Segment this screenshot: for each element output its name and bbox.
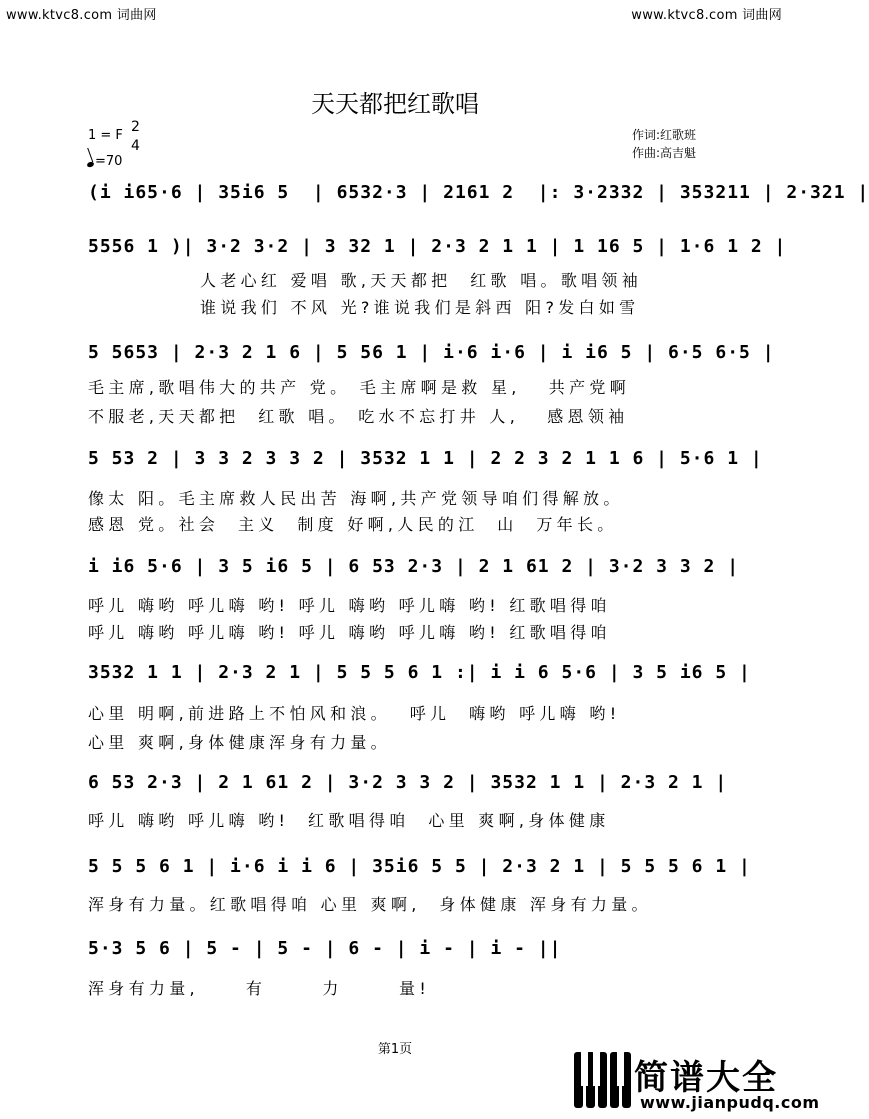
lyric-line-1b: 谁说我们 不风 光?谁说我们是斜西 阳?发白如雪 [200,298,640,317]
notes-row-5: i i6 5·6 | 3 5 i6 5 | 6 53 2·3 | 2 1 61 2 | 3·2 3 3 2 | [88,556,740,577]
logo-text: 简谱大全 [634,1058,778,1098]
lyric-line-5b: 心里 爽啊,身体健康浑身有力量。 [88,733,391,752]
staff-row-3 [88,334,775,374]
staff-row-9 [88,930,728,970]
time-signature-numerator: 2 [131,119,140,135]
notes-row-7: 6 53 2·3 | 2 1 61 2 | 3·2 3 3 2 | 3532 1 1 | 2·3 2 1 | [88,772,728,793]
staff-row-4 [88,440,763,480]
lyric-line-7a: 浑身有力量。红歌唱得咱 心里 爽啊, 身体健康 浑身有力量。 [88,895,652,914]
lyric-line-5a: 心里 明啊,前进路上不怕风和浪。 呼儿 嗨哟 呼儿嗨 哟! [88,704,621,723]
staff-row-1 [88,174,869,214]
song-title: 天天都把红歌唱 [311,90,479,118]
notes-row-6: 3532 1 1 | 2·3 2 1 | 5 5 5 6 1 :| i i 6 5·6 | 3 5 i6 5 | [88,662,751,683]
notes-row-2: 5556 1 )| 3·2 3·2 | 3 32 1 | 2·3 2 1 1 | 1 16 5 | 1·6 1 2 | [88,236,787,257]
notes-row-1: (i i65·6 | 35i6 5 | 6532·3 | 2161 2 |: 3·2332 | 353211 | 2·321 | [88,182,869,203]
watermark-left: www.ktvc8.com 词曲网 [6,8,157,23]
lyric-line-4b: 呼儿 嗨哟 呼儿嗨 哟! 呼儿 嗨哟 呼儿嗨 哟! 红歌唱得咱 [88,623,611,642]
notes-row-3: 5 5653 | 2·3 2 1 6 | 5 56 1 | i·6 i·6 | i i6 5 | 6·5 6·5 | [88,342,775,363]
staff-row-7 [88,764,728,804]
staff-row-2 [88,228,787,268]
lyric-line-8a: 浑身有力量, 有 力 量! [88,979,431,998]
lyric-line-1a: 人老心红 爱唱 歌,天天都把 红歌 唱。歌唱领袖 [200,271,643,290]
lyric-line-2b: 不服老,天天都把 红歌 唱。 吃水不忘打井 人, 感恩领袖 [88,407,629,426]
staff-row-8 [88,848,751,888]
staff-row-6 [88,654,751,694]
logo-url: www.jianpudq.com [640,1093,820,1112]
tempo-marking [87,154,122,169]
key-signature: 1 = F [88,128,123,143]
watermark-right: www.ktvc8.com 词曲网 [631,8,782,23]
notes-row-8: 5 5 5 6 1 | i·6 i i 6 | 35i6 5 5 | 2·3 2 1 | 5 5 5 6 1 | [88,856,751,877]
lyric-line-6a: 呼儿 嗨哟 呼儿嗨 哟! 红歌唱得咱 心里 爽啊,身体健康 [88,811,610,830]
quarter-note-icon [86,161,94,168]
lyric-line-4a: 呼儿 嗨哟 呼儿嗨 哟! 呼儿 嗨哟 呼儿嗨 哟! 红歌唱得咱 [88,596,611,615]
notes-row-9: 5·3 5 6 | 5 - | 5 - | 6 - | i - | i - || [88,938,562,959]
page-number: 第1页 [377,1042,413,1057]
tempo-value: =70 [95,154,123,169]
lyricist-credit: 作词:红歌班 [632,128,697,142]
composer-credit: 作曲:高吉魁 [632,146,697,160]
time-signature-denominator: 4 [131,138,140,154]
staff-row-5 [88,548,740,588]
lyric-line-3b: 感恩 党。社会 主义 制度 好啊,人民的江 山 万年长。 [88,515,618,534]
notes-row-4: 5 53 2 | 3 3 2 3 3 2 | 3532 1 1 | 2 2 3 2 1 1 6 | 5·6 1 | [88,448,763,469]
time-signature [131,118,140,156]
lyric-line-3a: 像太 阳。毛主席救人民出苦 海啊,共产党领导咱们得解放。 [88,489,624,508]
credits [632,126,696,162]
lyric-line-2a: 毛主席,歌唱伟大的共产 党。 毛主席啊是救 星, 共产党啊 [88,378,630,397]
